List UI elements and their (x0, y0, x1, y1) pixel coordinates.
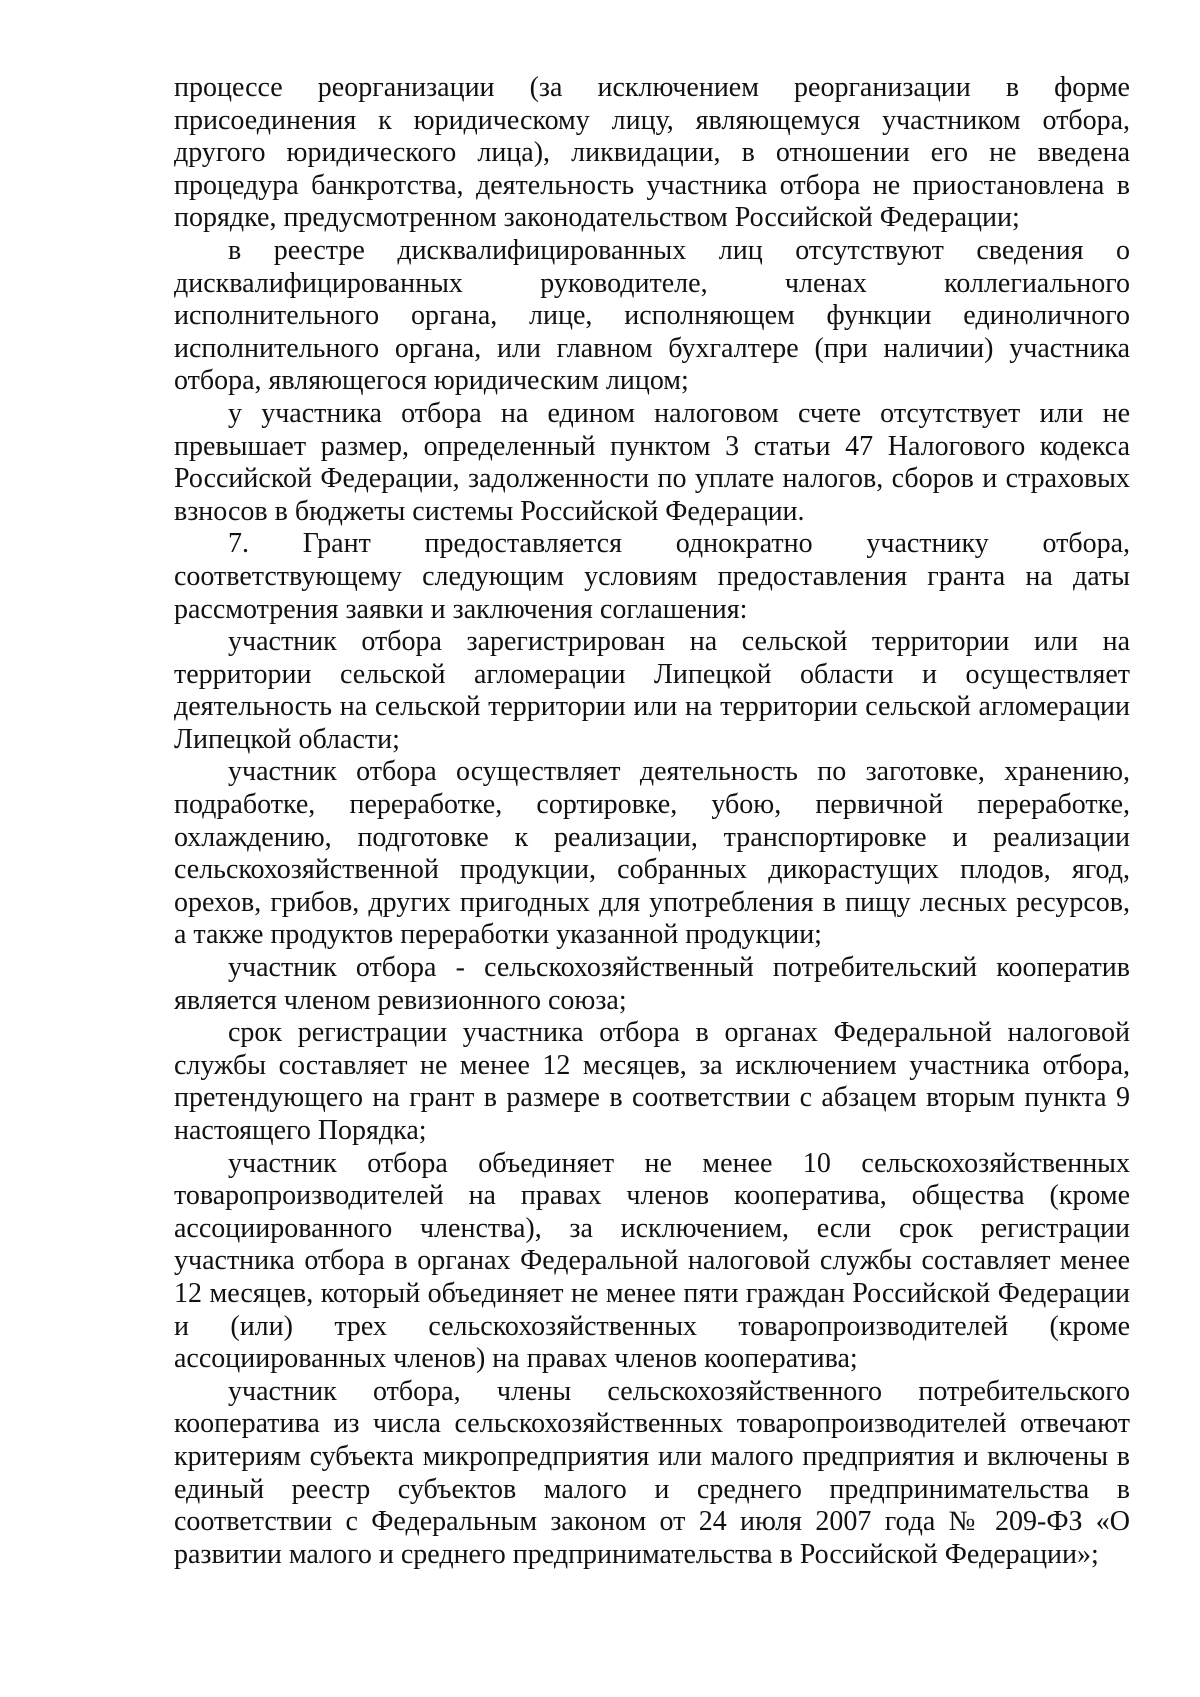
paragraph-disqualified-persons: в реестре дисквалифицированных лиц отсутствуют сведения о дисквалифицированных руководителе, членах коллегиального исполнительного органа, лице, исполняющем функции единоличного исполнительного органа, или главном бухгалтере (при наличии) участника отбора, являющегося юридическим лицом; (174, 234, 1130, 397)
paragraph-small-business-registry: участник отбора, члены сельскохозяйственного потребительского кооператива из числа сельскохозяйственных товаропроизводителей отвечают критериям субъекта микропредприятия или малого предприятия и включены в единый реестр субъектов малого и среднего предпринимательства в соответствии с Федеральным законом от 24 июля 2007 года № 209-ФЗ «О развитии малого и среднего предпринимательства в Российской Федерации»; (174, 1375, 1130, 1570)
paragraph-registration-term: срок регистрации участника отбора в органах Федеральной налоговой службы составляет не менее 12 месяцев, за исключением участника отбора, претендующего на грант в размере в соответствии с абзацем вторым пункта 9 настоящего Порядка; (174, 1017, 1130, 1146)
paragraph-members-count: участник отбора объединяет не менее 10 сельскохозяйственных товаропроизводителей на правах членов кооператива, общества (кроме ассоциированного членства), за исключением, если срок регистрации участника отбора в органах Федеральной налоговой службы составляет менее 12 месяцев, который объединяет не менее пяти граждан Российской Федерации и (или) трех сельскохозяйственных товаропроизводителей (кроме ассоциированных членов) на правах членов кооператива; (174, 1147, 1130, 1375)
paragraph-tax-debt: у участника отбора на едином налоговом счете отсутствует или не превышает размер, определенный пунктом 3 статьи 47 Налогового кодекса Российской Федерации, задолженности по уплате налогов, сборов и страховых взносов в бюджеты системы Российской Федерации. (174, 397, 1130, 527)
paragraph-audit-union: участник отбора - сельскохозяйственный потребительский кооператив является членом ревизионного союза; (174, 952, 1130, 1016)
paragraph-activity: участник отбора осуществляет деятельность по заготовке, хранению, подработке, переработке, сортировке, убою, первичной переработке, охлаждению, подготовке к реализации, транспортировке и реализации сельскохозяйственной продукции, собранных дикорастущих плодов, ягод, орехов, грибов, других пригодных для употребления в пищу лесных ресурсов, а также продуктов переработки указанной продукции; (174, 756, 1130, 951)
paragraph-reorganization: процессе реорганизации (за исключением реорганизации в форме присоединения к юридическому лицу, являющемуся участником отбора, другого юридического лица), ликвидации, в отношении его не введена процедура банкротства, деятельность участника отбора не приостановлена в порядке, предусмотренном законодательством Российской Федерации; (174, 72, 1130, 234)
paragraph-item-7: 7. Грант предоставляется однократно участнику отбора, соответствующему следующим условиям предоставления гранта на даты рассмотрения заявки и заключения соглашения: (174, 528, 1130, 625)
document-page (174, 72, 1130, 1571)
paragraph-rural-territory: участник отбора зарегистрирован на сельской территории или на территории сельской агломерации Липецкой области и осуществляет деятельность на сельской территории или на территории сельской агломерации Липецкой области; (174, 626, 1130, 755)
